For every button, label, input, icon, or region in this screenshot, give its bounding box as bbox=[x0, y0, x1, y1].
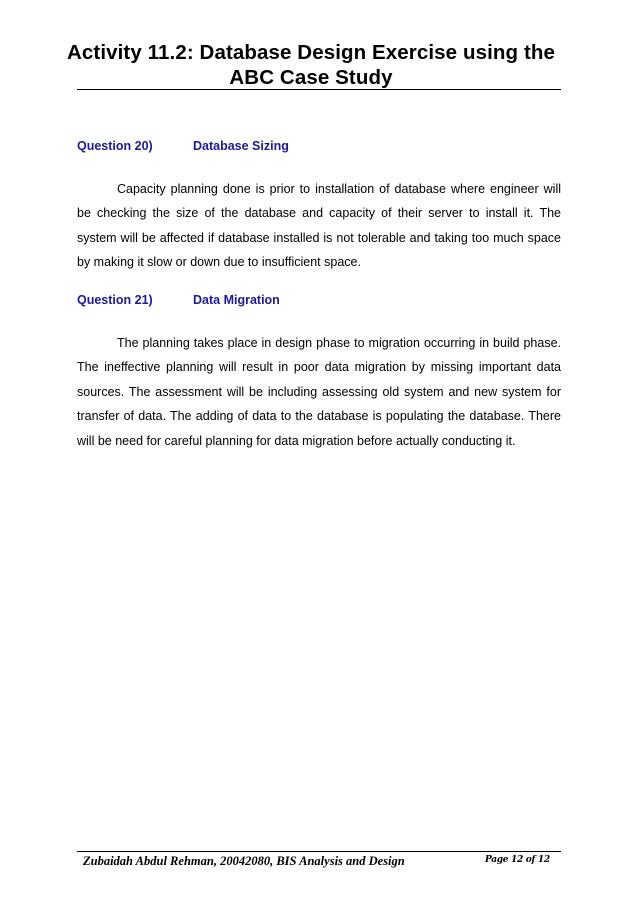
question-number: Question 21) bbox=[77, 293, 153, 307]
footer-author: Zubaidah Abdul Rehman, 20042080, BIS Analysis and Design bbox=[83, 854, 405, 868]
page-number: Page 12 of 12 bbox=[485, 855, 550, 865]
question-title: Data Migration bbox=[193, 293, 280, 307]
question-number: Question 20) bbox=[77, 139, 153, 153]
answer-paragraph: Capacity planning done is prior to installation of database where engineer will be checking the size of the database and capacity of their server to install it. The system will be affected if database installed is not tolerable and taking too much space by making it slow or down due to insufficient space. bbox=[77, 182, 561, 270]
question-title: Database Sizing bbox=[193, 139, 289, 153]
footer-divider bbox=[77, 851, 561, 852]
answer-paragraph: The planning takes place in design phase to migration occurring in build phase. The ineffective planning will result in poor data migration by missing important data sources. The assessment will be including assessing old system and new system for transfer of data. The adding of data to the database is populating the database. There will be need for careful planning for data migration before actually conducting it. bbox=[77, 336, 561, 448]
title-divider bbox=[77, 89, 561, 90]
page-title: Activity 11.2: Database Design Exercise using the ABC Case Study bbox=[67, 41, 555, 89]
